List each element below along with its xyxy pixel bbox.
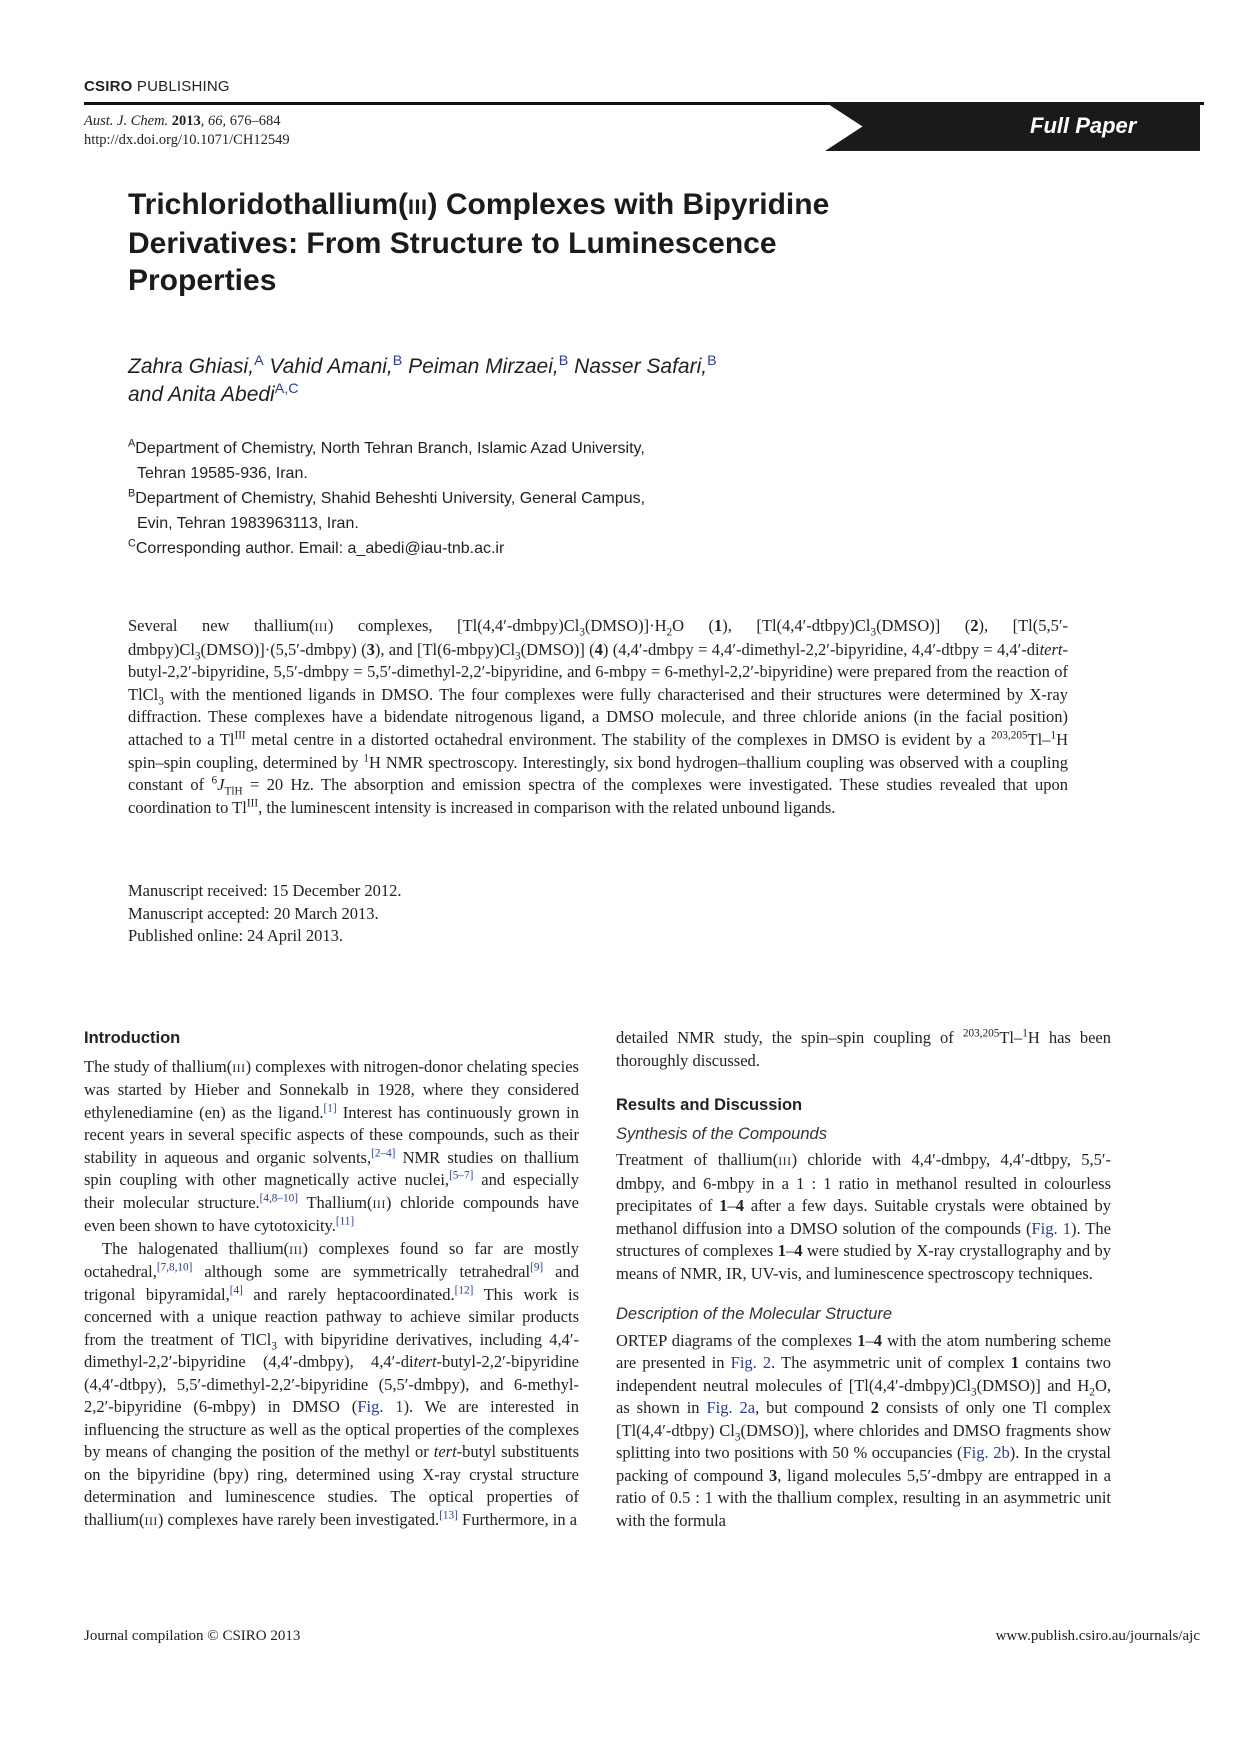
date-online: Published online: 24 April 2013. [128, 926, 343, 945]
paragraph: Treatment of thallium(III) chloride with 4,4′-dmbpy, 4,4′-dtbpy, 5,5′-dmbpy, and 6-mbpy in a 1 : 1 ratio in methanol resulted in colourless precipitates of 1–4 after a few days. Suitable crystals were obtained by methanol diffusion into a DMSO solution of the compounds (Fig. 1). The structures of complexes 1–4 were studied by X-ray crystallography and by means of NMR, IR, UV-vis, and luminescence spectroscopy techniques. [616, 1150, 1112, 1283]
column-right [616, 1027, 1111, 1532]
author: Nasser Safari,$^B$ [574, 353, 717, 378]
abstract: Several new thallium(III) complexes, $[Tl(4,4'-dmbpy)Cl_3(DMSO)]\cdot H_2O$ (1), $[Tl(4,4'-dtbpy)Cl_3(DMSO)]$ (2), $[Tl(5,5'-dmbpy)Cl_3(DMSO)]\cdot(5,5'-dmbpy)$ (3), and $[Tl(6-mbpy)Cl_3(DMSO)]$ (4) (4,4′-dmbpy = 4,4′-dimethyl-2,2′-bipyridine, 4,4′-dtbpy = 4,4′-ditert-butyl-2,2′-bipyridine, 5,5′-dmbpy = 5,5′-dimethyl-2,2′-bipyridine, and 6-mbpy = 6-methyl-2,2′-bipyridine) were prepared from the reaction of TlCl$_3$ with the mentioned ligands in DMSO. The four complexes were fully characterised and their structures were determined by X-ray diffraction. These complexes have a bidendate nitrogenous ligand, a DMSO molecule, and three chloride anions (in the facial position) attached to a $Tl^{III}$ metal centre in a distorted octahedral environment. The stability of the complexes in DMSO is evident by a $^{203,205}$Tl–$^1$H spin–spin coupling, determined by $^1$H NMR spectroscopy. Interestingly, six bond hydrogen–thallium coupling was observed with a coupling constant of $^6J_{TlH} = 20$ Hz. The absorption and emission spectra of the complexes were investigated. These studies revealed that upon coordination to $Tl^{III}$, the luminescent intensity is increased in comparison with the related unbound ligands. [128, 616, 1068, 817]
author: Zahra Ghiasi,$^A$ [128, 353, 264, 378]
paragraph: The halogenated thallium(III) complexes found so far are mostly octahedral,[7,8,10] although some are symmetrically tetrahedral[9] and trigonal bipyramidal,[4] and rarely heptacoordinated.[12] This work is concerned with a unique reaction pathway to achieve similar products from the treatment of TlCl$_3$ with bipyridine derivatives, including 4,4′-dimethyl-2,2′-bipyridine (4,4′-dmbpy), 4,4′-ditert-butyl-2,2′-bipyridine (4,4′-dtbpy), 5,5′-dimethyl-2,2′-bipyridine (5,5′-dmbpy), and 6-methyl-2,2′-bipyridine (6-mbpy) in DMSO (Fig. 1). We are interested in influencing the structure as well as the optical properties of the complexes by means of changing the position of the methyl or tert-butyl substituents on the bipyridine (bpy) ring, determined using X-ray crystal structure determination and luminescence studies. The optical properties of thallium(III) complexes have rarely been investigated.[13] Furthermore, in a [84, 1238, 580, 1529]
column-left [84, 1027, 579, 1532]
paper-title: Trichloridothallium(III) Complexes with Bipyridine Derivatives: From Structure to Luminescence Properties [128, 188, 830, 297]
paragraph: detailed NMR study, the spin–spin coupling of $^{203,205}$Tl–$^1$H has been thoroughly discussed. [616, 1027, 1112, 1070]
section-heading: Introduction [84, 1029, 181, 1047]
journal-year: 2013 [171, 113, 201, 129]
date-received: Manuscript received: 15 December 2012. [128, 881, 402, 900]
subsection-heading: Synthesis of the Compounds [616, 1124, 827, 1143]
journal-volume: 66 [208, 113, 223, 129]
full-paper-banner [825, 102, 1200, 151]
corresponding-author: $^C$Corresponding author. Email: a_abedi@iau-tnb.ac.ir [128, 537, 505, 557]
manuscript-dates [128, 880, 402, 948]
subsection-heading: Description of the Molecular Structure [616, 1305, 893, 1323]
author: Peiman Mirzaei,$^B$ [408, 353, 569, 378]
date-accepted: Manuscript accepted: 20 March 2013. [128, 903, 379, 923]
affiliation: $^B$Department of Chemistry, Shahid Beheshti University, General Campus, [128, 487, 646, 507]
author-list [128, 353, 888, 409]
journal-name: Aust. J. Chem. [84, 113, 169, 129]
journal-pages: 676–684 [229, 113, 281, 129]
affiliation: $^A$Department of Chemistry, North Tehran Branch, Islamic Azad University, [128, 437, 645, 457]
footer-copyright: Journal compilation © CSIRO 2013 [84, 1628, 301, 1644]
author: and Anita Abedi$^{A,C}$ [128, 381, 299, 406]
paragraph: The study of thallium(III) complexes with nitrogen-donor chelating species was started by Hieber and Sonnekalb in 1928, where they considered ethylenediamine (en) as the ligand.[1] Interest has continuously grown in recent years in several specific aspects of these compounds, such as their stability in aqueous and organic solvents,[2–4] NMR studies on thallium spin coupling with other magnetically active nuclei,[5–7] and especially their molecular structure.[4,8–10] Thallium(III) chloride compounds have even been shown to have cytotoxicity.[11] [84, 1056, 580, 1235]
doi-link[interactable]: http://dx.doi.org/10.1071/CH12549 [84, 132, 290, 148]
full-paper-label: Full Paper [1030, 113, 1137, 138]
author: Vahid Amani,$^B$ [269, 353, 403, 378]
citation: Aust. J. Chem. 2013, 66, 676–684 http://dx.doi.org/10.1071/CH12549 [84, 113, 290, 148]
affiliations: $^A$Department of Chemistry, North Tehran Branch, Islamic Azad University, Tehran 19585-936, Iran. $^B$Department of Chemistry, Shahid Beheshti University, General Campus, Evin, Tehran 1983963113, Iran. $^C$Corresponding author. Email: a_abedi@iau-tnb.ac.ir [128, 436, 868, 561]
footer-url[interactable]: www.publish.csiro.au/journals/ajc [995, 1628, 1200, 1644]
section-heading: Results and Discussion [616, 1096, 803, 1114]
publisher-label: CSIRO PUBLISHING [84, 78, 230, 95]
paragraph: ORTEP diagrams of the complexes 1–4 with the atom numbering scheme are presented in Fig. 2. The asymmetric unit of complex 1 contains two independent neutral molecules of $[Tl(4,4'-dmbpy)Cl_3(DMSO)]$ and $H_2O$, as shown in Fig. 2a, but compound 2 consists of only one Tl complex [Tl(4,4′-dtbpy) $Cl_3(DMSO)$], where chlorides and DMSO fragments show splitting into two positions with 50 % occupancies (Fig. 2b). In the crystal packing of compound 3, ligand molecules 5,5′-dmbpy are entrapped in a ratio of 0.5 : 1 with the thallium complex, resulting in an asymmetric unit with the formula [616, 1330, 1111, 1530]
